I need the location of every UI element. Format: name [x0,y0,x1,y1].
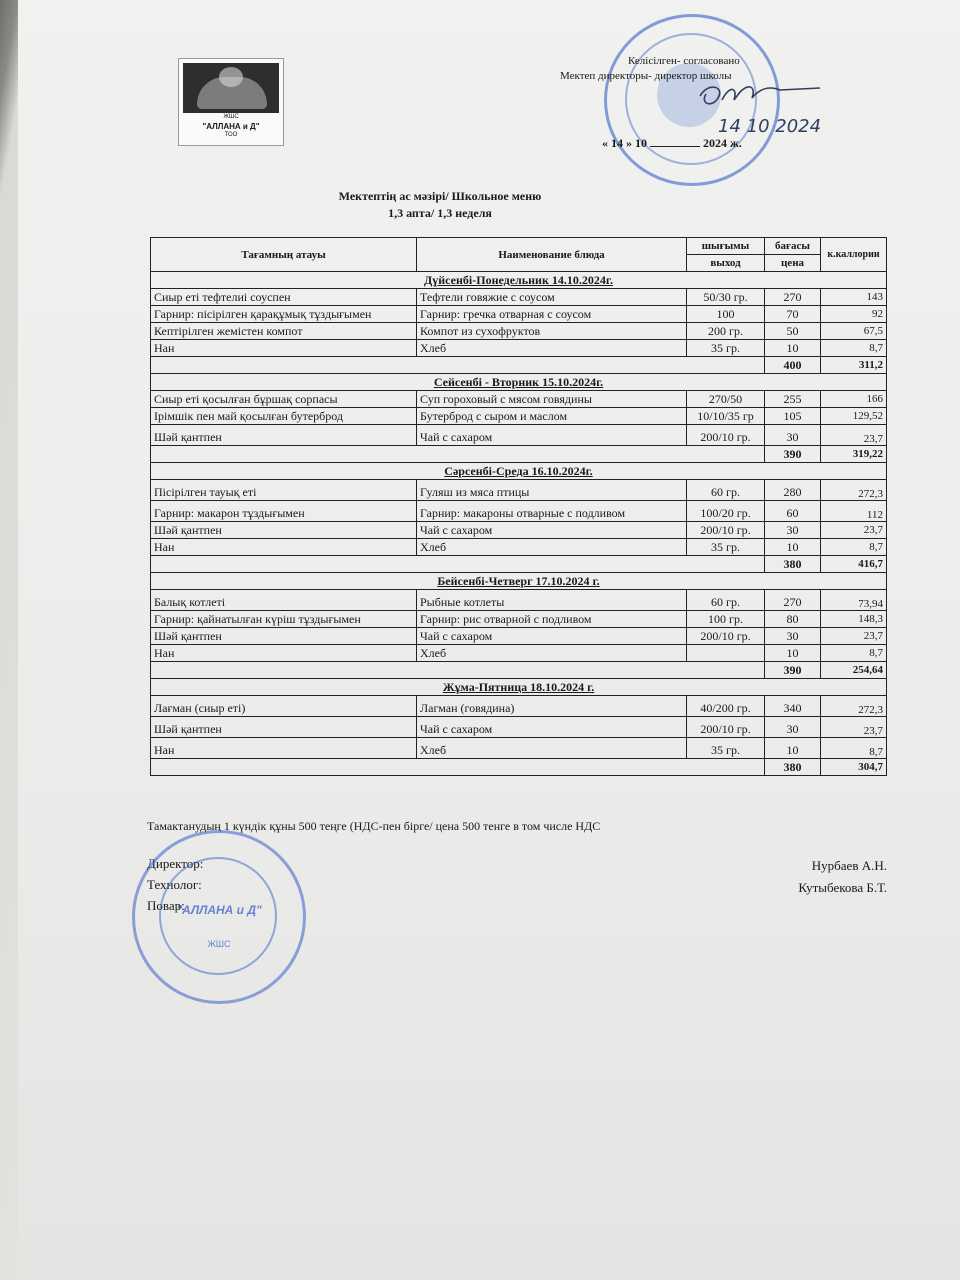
dish-name-ru: Хлеб [417,539,687,556]
dish-name-ru: Гарнир: рис отварной с подливом [417,611,687,628]
day-row [151,573,887,590]
dish-name-kz: Балық котлеті [151,590,417,611]
dish-price: 10 [765,738,821,759]
dish-output: 100 гр. [687,611,765,628]
table-row [151,539,887,556]
dish-output: 200 гр. [687,323,765,340]
dish-price: 30 [765,717,821,738]
dish-kcal: 272,3 [821,696,887,717]
table-row [151,590,887,611]
dish-name-ru: Чай с сахаром [417,522,687,539]
dish-kcal: 92 [821,306,887,323]
dish-name-kz: Сиыр еті тефтелиі соуспен [151,289,417,306]
total-spacer [151,662,765,679]
dish-price: 50 [765,323,821,340]
dish-name-ru: Компот из сухофруктов [417,323,687,340]
dish-name-ru: Лагман (говядина) [417,696,687,717]
menu-title: Мектептің ас мәзірі/ Школьное меню [338,189,542,203]
dish-output: 200/10 гр. [687,425,765,446]
dish-name-kz: Ірімшік пен май қосылған бутерброд [151,408,417,425]
dish-name-kz: Гарнир: қайнатылған күріш тұздығымен [151,611,417,628]
approval-date-year: 2024 ж. [703,136,742,150]
dish-name-kz: Шәй қантпен [151,522,417,539]
day-title: Бейсенбі-Четверг 17.10.2024 г. [151,573,887,590]
dish-output: 50/30 гр. [687,289,765,306]
table-row [151,425,887,446]
dish-output: 10/10/35 гр [687,408,765,425]
dish-price: 105 [765,408,821,425]
dish-price: 60 [765,501,821,522]
table-row [151,717,887,738]
company-stamp [132,830,306,1004]
dish-name-ru: Хлеб [417,645,687,662]
cook-label: Повар: [147,898,185,913]
header-price-kz: бағасы [765,238,821,255]
total-price: 380 [765,759,821,776]
day-row [151,463,887,480]
dish-name-ru: Тефтели говяжие с соусом [417,289,687,306]
dish-name-kz: Сиыр еті қосылған бұршақ сорпасы [151,391,417,408]
handwritten-date: 14 10 2024 [718,116,822,137]
logo-emblem [183,63,279,113]
dish-price: 30 [765,425,821,446]
table-row [151,408,887,425]
total-row [151,357,887,374]
table-row [151,501,887,522]
dish-kcal: 23,7 [821,717,887,738]
total-kcal: 311,2 [821,357,887,374]
dish-price: 30 [765,628,821,645]
approval-date-prefix: « 14 » 10 [602,136,647,150]
dish-output: 35 гр. [687,738,765,759]
dish-name-ru: Гарнир: гречка отварная с соусом [417,306,687,323]
dish-price: 10 [765,539,821,556]
dish-name-kz: Гарнир: пісірілген қарақұмық тұздығымен [151,306,417,323]
total-kcal: 304,7 [821,759,887,776]
dish-name-kz: Нан [151,738,417,759]
dish-output: 100 [687,306,765,323]
dish-kcal: 143 [821,289,887,306]
company-logo [178,58,284,146]
table-row [151,645,887,662]
director-signature [630,74,830,154]
dish-price: 270 [765,590,821,611]
technologist-label: Технолог: [147,877,202,892]
dish-name-kz: Кептірілген жемістен компот [151,323,417,340]
dish-name-kz: Шәй қантпен [151,717,417,738]
dish-kcal: 148,3 [821,611,887,628]
dish-output: 35 гр. [687,340,765,357]
director-name: Нурбаев А.Н. [811,858,887,873]
approval-agreed: Келісілген- согласовано [628,55,740,67]
dish-kcal: 8,7 [821,340,887,357]
dish-price: 10 [765,645,821,662]
table-row [151,340,887,357]
day-row [151,272,887,289]
total-price: 380 [765,556,821,573]
dish-kcal: 8,7 [821,539,887,556]
header-output-kz: шығымы [687,238,765,255]
dish-name-kz: Пісірілген тауық еті [151,480,417,501]
table-row [151,306,887,323]
dish-kcal: 23,7 [821,425,887,446]
approval-director: Мектеп директоры- директор школы [560,70,732,82]
dish-name-ru: Гарнир: макароны отварные с подливом [417,501,687,522]
menu-table [150,237,887,776]
day-title: Жұма-Пятница 18.10.2024 г. [151,679,887,696]
dish-name-ru: Гуляш из мяса птицы [417,480,687,501]
menu-subtitle: 1,3 апта/ 1,3 неделя [388,206,492,220]
dish-price: 70 [765,306,821,323]
dish-kcal: 166 [821,391,887,408]
dish-name-kz: Шәй қантпен [151,628,417,645]
dish-name-ru: Чай с сахаром [417,717,687,738]
logo-line1: ЖШС [223,114,239,120]
day-row [151,679,887,696]
total-price: 390 [765,662,821,679]
table-row [151,738,887,759]
stamp-company-name: "АЛЛАНА и Д" [176,903,262,917]
dish-output: 270/50 [687,391,765,408]
price-note: Тамактанудың 1 күндік құны 500 теңге (НДС-пен бірге/ цена 500 тенге в том числе НДС [147,819,601,833]
total-spacer [151,759,765,776]
total-price: 400 [765,357,821,374]
logo-line2: "АЛЛАНА и Д" [202,122,260,131]
dish-name-ru: Рыбные котлеты [417,590,687,611]
table-row [151,628,887,645]
dish-price: 10 [765,340,821,357]
table-row [151,522,887,539]
dish-name-kz: Шәй қантпен [151,425,417,446]
director-label: Директор: [147,856,204,871]
dish-name-kz: Нан [151,340,417,357]
table-row [151,323,887,340]
header-name-kz: Тағамның атауы [151,238,417,272]
dish-price: 280 [765,480,821,501]
dish-kcal: 272,3 [821,480,887,501]
dish-kcal: 67,5 [821,323,887,340]
logo-line3: ТОО [224,132,238,138]
day-row [151,374,887,391]
dish-price: 270 [765,289,821,306]
total-row [151,556,887,573]
dish-output [687,645,765,662]
header-price-ru: цена [765,255,821,272]
dish-output: 35 гр. [687,539,765,556]
menu-body [151,272,887,776]
total-row [151,446,887,463]
dish-output: 200/10 гр. [687,628,765,645]
total-row [151,759,887,776]
dish-output: 100/20 гр. [687,501,765,522]
dish-name-kz: Нан [151,539,417,556]
total-spacer [151,446,765,463]
dish-price: 255 [765,391,821,408]
dish-price: 80 [765,611,821,628]
dish-name-kz: Гарнир: макарон тұздығымен [151,501,417,522]
dish-kcal: 8,7 [821,645,887,662]
table-row [151,391,887,408]
total-kcal: 254,64 [821,662,887,679]
dish-price: 30 [765,522,821,539]
dish-name-kz: Лағман (сиыр еті) [151,696,417,717]
dish-output: 60 гр. [687,480,765,501]
dish-kcal: 129,52 [821,408,887,425]
table-row [151,611,887,628]
total-spacer [151,556,765,573]
dish-name-ru: Хлеб [417,340,687,357]
dish-name-ru: Чай с сахаром [417,425,687,446]
day-title: Дүйсенбі-Понедельник 14.10.2024г. [151,272,887,289]
total-spacer [151,357,765,374]
dish-output: 40/200 гр. [687,696,765,717]
header-name-ru: Наименование блюда [417,238,687,272]
dish-output: 60 гр. [687,590,765,611]
dish-kcal: 23,7 [821,628,887,645]
dish-kcal: 112 [821,501,887,522]
dish-name-kz: Нан [151,645,417,662]
total-kcal: 416,7 [821,556,887,573]
dish-name-ru: Суп гороховый с мясом говядины [417,391,687,408]
dish-price: 340 [765,696,821,717]
total-price: 390 [765,446,821,463]
dish-name-ru: Бутерброд с сыром и маслом [417,408,687,425]
dish-output: 200/10 гр. [687,717,765,738]
dish-name-ru: Хлеб [417,738,687,759]
header-kcal: к.каллории [821,238,887,272]
dish-output: 200/10 гр. [687,522,765,539]
dish-kcal: 23,7 [821,522,887,539]
total-row [151,662,887,679]
dish-kcal: 8,7 [821,738,887,759]
dish-kcal: 73,94 [821,590,887,611]
total-kcal: 319,22 [821,446,887,463]
technologist-name: Кутыбекова Б.Т. [798,880,887,895]
table-row [151,696,887,717]
table-row [151,289,887,306]
day-title: Сейсенбі - Вторник 15.10.2024г. [151,374,887,391]
stamp-org-type: ЖШС [207,939,231,949]
header-output-ru: выход [687,255,765,272]
dish-name-ru: Чай с сахаром [417,628,687,645]
table-row [151,480,887,501]
day-title: Сәрсенбі-Среда 16.10.2024г. [151,463,887,480]
